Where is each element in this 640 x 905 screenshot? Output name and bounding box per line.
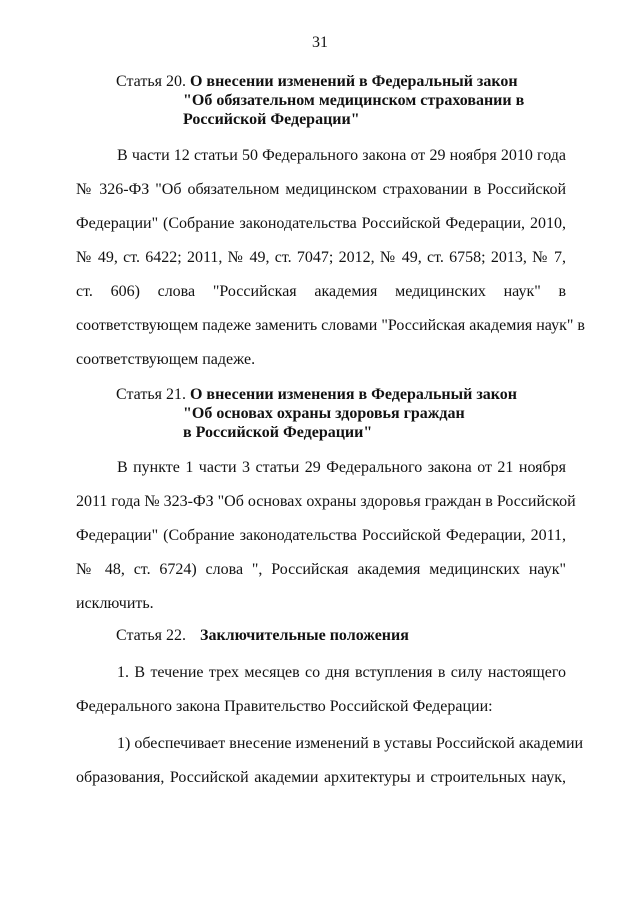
- article-21-line: исключить.: [76, 595, 154, 612]
- article-21-line: 2011 года № 323-ФЗ "Об основах охраны здоровья граждан в Российской: [76, 493, 576, 510]
- article-21-label: Статья 21.: [116, 386, 186, 403]
- article-21-line: № 48, ст. 6724) слова ", Российская академия медицинских наук": [76, 561, 566, 578]
- article-20-line: В части 12 статьи 50 Федерального закона от 29 ноября 2010 года: [117, 147, 566, 164]
- article-20-line: № 49, ст. 6422; 2011, № 49, ст. 7047; 2012, № 49, ст. 6758; 2013, № 7,: [76, 249, 566, 266]
- article-22-p1-line: 1. В течение трех месяцев со дня вступления в силу настоящего: [117, 664, 566, 681]
- article-21-title-line-3: в Российской Федерации": [183, 424, 373, 441]
- article-20-title-line-1: О внесении изменений в Федеральный закон: [189, 73, 518, 90]
- article-22-paragraph-2: [76, 727, 584, 795]
- article-22-p2-line: 1) обеспечивает внесение изменений в уставы Российской академии: [117, 735, 584, 752]
- article-21-title-line-2: "Об основах охраны здоровья граждан: [183, 405, 465, 422]
- article-20-heading: [116, 72, 586, 129]
- article-21-line: Федерации" (Собрание законодательства Российской Федерации, 2011,: [76, 527, 566, 544]
- article-22-p1-line: Федерального закона Правительство Российской Федерации:: [76, 698, 493, 715]
- article-22-paragraph-1: [76, 656, 566, 724]
- article-20-line: Федерации" (Собрание законодательства Российской Федерации, 2010,: [76, 215, 566, 232]
- article-22-label: Статья 22.: [116, 627, 186, 644]
- article-20-line: ст. 606) слова "Российская академия медицинских наук" в: [76, 283, 566, 300]
- page-number: 31: [312, 34, 328, 51]
- article-22-p2-line: образования, Российской академии архитектуры и строительных наук,: [76, 769, 566, 786]
- article-22-heading: [116, 626, 409, 645]
- article-22-title: Заключительные положения: [200, 627, 409, 644]
- article-21-heading: [116, 385, 586, 442]
- article-20-label: Статья 20.: [116, 73, 186, 90]
- article-20-title-line-2: "Об обязательном медицинском страховании в: [183, 92, 525, 109]
- article-20-body: [76, 139, 585, 377]
- article-20-line: № 326-ФЗ "Об обязательном медицинском страховании в Российской: [76, 181, 566, 198]
- article-20-title-line-3: Российской Федерации": [183, 111, 360, 128]
- article-21-line: В пункте 1 части 3 статьи 29 Федерального закона от 21 ноября: [117, 459, 566, 476]
- article-20-line: соответствующем падеже.: [76, 351, 256, 368]
- article-21-title-line-1: О внесении изменения в Федеральный закон: [189, 386, 518, 403]
- article-21-body: [76, 451, 576, 621]
- article-20-line: соответствующем падеже заменить словами "Российская академия наук" в: [76, 317, 585, 334]
